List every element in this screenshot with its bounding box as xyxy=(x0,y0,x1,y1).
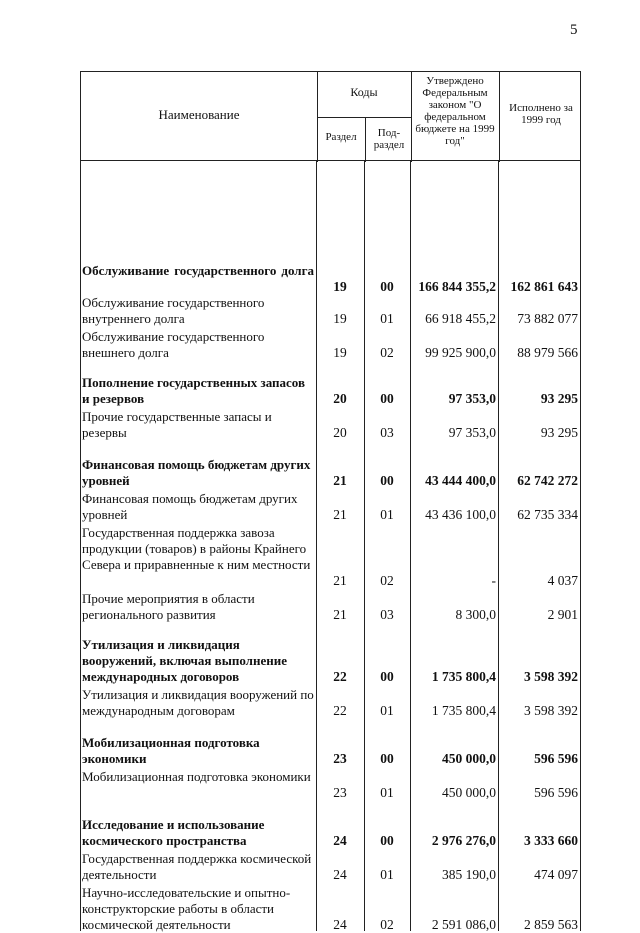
row-approved: 8 300,0 xyxy=(455,607,496,622)
row-section: 19 xyxy=(333,311,347,326)
row-approved: 66 918 455,2 xyxy=(425,311,496,326)
row-name: Государственная поддержка завоза продукции (товаров) в районы Крайнего Севера и приравненные к ним местности xyxy=(82,525,311,572)
row-subsection: 01 xyxy=(380,507,394,522)
table-row xyxy=(80,735,581,767)
row-section: 23 xyxy=(333,751,347,766)
row-subsection: 01 xyxy=(380,311,394,326)
row-executed: 3 333 660 xyxy=(524,833,578,848)
row-section: 24 xyxy=(333,917,347,932)
row-subsection: 02 xyxy=(380,345,394,360)
row-name: Обслуживание государственного долга xyxy=(82,263,314,278)
row-section: 21 xyxy=(333,607,347,622)
row-executed: 2 901 xyxy=(547,607,578,622)
row-executed: 596 596 xyxy=(534,785,578,800)
row-name: Финансовая помощь бюджетам других уровней xyxy=(82,491,298,522)
row-approved: 1 735 800,4 xyxy=(431,703,496,718)
table-row xyxy=(80,457,581,489)
table-row xyxy=(80,817,581,849)
row-subsection: 03 xyxy=(380,425,394,440)
row-executed: 73 882 077 xyxy=(517,311,578,326)
row-subsection: 00 xyxy=(380,279,394,294)
row-approved: 2 976 276,0 xyxy=(431,833,496,848)
row-executed: 62 742 272 xyxy=(517,473,578,488)
row-approved: 385 190,0 xyxy=(442,867,496,882)
row-section: 19 xyxy=(333,279,347,294)
table-row xyxy=(80,885,581,933)
table-row xyxy=(80,263,581,295)
row-approved: 1 735 800,4 xyxy=(431,669,496,684)
row-section: 23 xyxy=(333,785,347,800)
table-header xyxy=(80,71,581,161)
row-subsection: 01 xyxy=(380,703,394,718)
row-approved: 43 444 400,0 xyxy=(425,473,496,488)
row-approved: - xyxy=(491,573,496,588)
row-approved: 450 000,0 xyxy=(442,785,496,800)
row-subsection: 03 xyxy=(380,607,394,622)
table-row xyxy=(80,409,581,441)
table-row xyxy=(80,491,581,523)
row-section: 20 xyxy=(333,425,347,440)
row-subsection: 01 xyxy=(380,785,394,800)
row-executed: 93 295 xyxy=(540,425,578,440)
header-section: Раздел xyxy=(325,131,357,143)
row-section: 24 xyxy=(333,867,347,882)
table-row xyxy=(80,637,581,685)
header-name: Наименование xyxy=(158,107,240,122)
table-row xyxy=(80,687,581,719)
row-name: Утилизация и ликвидация вооружений по международным договорам xyxy=(82,687,314,718)
table-row xyxy=(80,769,581,801)
table-row xyxy=(80,591,581,623)
row-section: 21 xyxy=(333,573,347,588)
row-approved: 99 925 900,0 xyxy=(425,345,496,360)
row-executed: 88 979 566 xyxy=(517,345,578,360)
row-subsection: 00 xyxy=(380,751,394,766)
row-section: 24 xyxy=(333,833,347,848)
row-executed: 62 735 334 xyxy=(517,507,578,522)
row-name: Научно-исследовательские и опытно-конструкторские работы в области космической деятельности xyxy=(82,885,291,932)
table-row xyxy=(80,525,581,589)
row-subsection: 01 xyxy=(380,867,394,882)
row-name: Мобилизационная подготовка экономики xyxy=(82,769,311,784)
row-executed: 4 037 xyxy=(547,573,578,588)
header-approved: Утверждено Федеральным законом "О федеральном бюджете на 1999 год" xyxy=(415,75,495,147)
header-subsection: Под-раздел xyxy=(373,127,405,151)
table-row xyxy=(80,851,581,883)
row-section: 20 xyxy=(333,391,347,406)
row-executed: 3 598 392 xyxy=(524,703,578,718)
row-name: Обслуживание государственного внешнего долга xyxy=(82,329,265,360)
row-name: Прочие государственные запасы и резервы xyxy=(82,409,272,440)
table-body xyxy=(80,161,581,931)
header-codes: Коды xyxy=(350,85,378,99)
row-approved: 2 591 086,0 xyxy=(431,917,496,932)
row-name: Финансовая помощь бюджетам других уровней xyxy=(82,457,311,488)
row-approved: 166 844 355,2 xyxy=(418,279,496,294)
row-section: 21 xyxy=(333,507,347,522)
header-executed: Исполнено за 1999 год xyxy=(509,102,573,126)
row-section: 22 xyxy=(333,703,347,718)
table-row xyxy=(80,375,581,407)
page-number: 5 xyxy=(570,22,578,38)
row-name: Утилизация и ликвидация вооружений, включая выполнение международных договоров xyxy=(82,637,287,684)
row-section: 22 xyxy=(333,669,347,684)
row-approved: 43 436 100,0 xyxy=(425,507,496,522)
row-subsection: 00 xyxy=(380,669,394,684)
row-executed: 162 861 643 xyxy=(510,279,578,294)
row-subsection: 00 xyxy=(380,473,394,488)
row-name: Государственная поддержка космической деятельности xyxy=(82,851,312,882)
row-executed: 3 598 392 xyxy=(524,669,578,684)
row-section: 21 xyxy=(333,473,347,488)
row-subsection: 00 xyxy=(380,391,394,406)
row-executed: 2 859 563 xyxy=(524,917,578,932)
row-name: Пополнение государственных запасов и резервов xyxy=(82,375,305,406)
row-approved: 97 353,0 xyxy=(448,425,496,440)
row-name: Мобилизационная подготовка экономики xyxy=(82,735,260,766)
row-name: Обслуживание государственного внутреннего долга xyxy=(82,295,265,326)
row-subsection: 02 xyxy=(380,573,394,588)
table-row xyxy=(80,329,581,361)
table-row xyxy=(80,295,581,327)
row-name: Прочие мероприятия в области регионального развития xyxy=(82,591,255,622)
row-subsection: 02 xyxy=(380,917,394,932)
row-approved: 450 000,0 xyxy=(442,751,496,766)
row-approved: 97 353,0 xyxy=(448,391,496,406)
row-section: 19 xyxy=(333,345,347,360)
row-subsection: 00 xyxy=(380,833,394,848)
row-executed: 474 097 xyxy=(534,867,578,882)
row-executed: 93 295 xyxy=(540,391,578,406)
row-executed: 596 596 xyxy=(534,751,578,766)
row-name: Исследование и использование космического пространства xyxy=(82,817,265,848)
